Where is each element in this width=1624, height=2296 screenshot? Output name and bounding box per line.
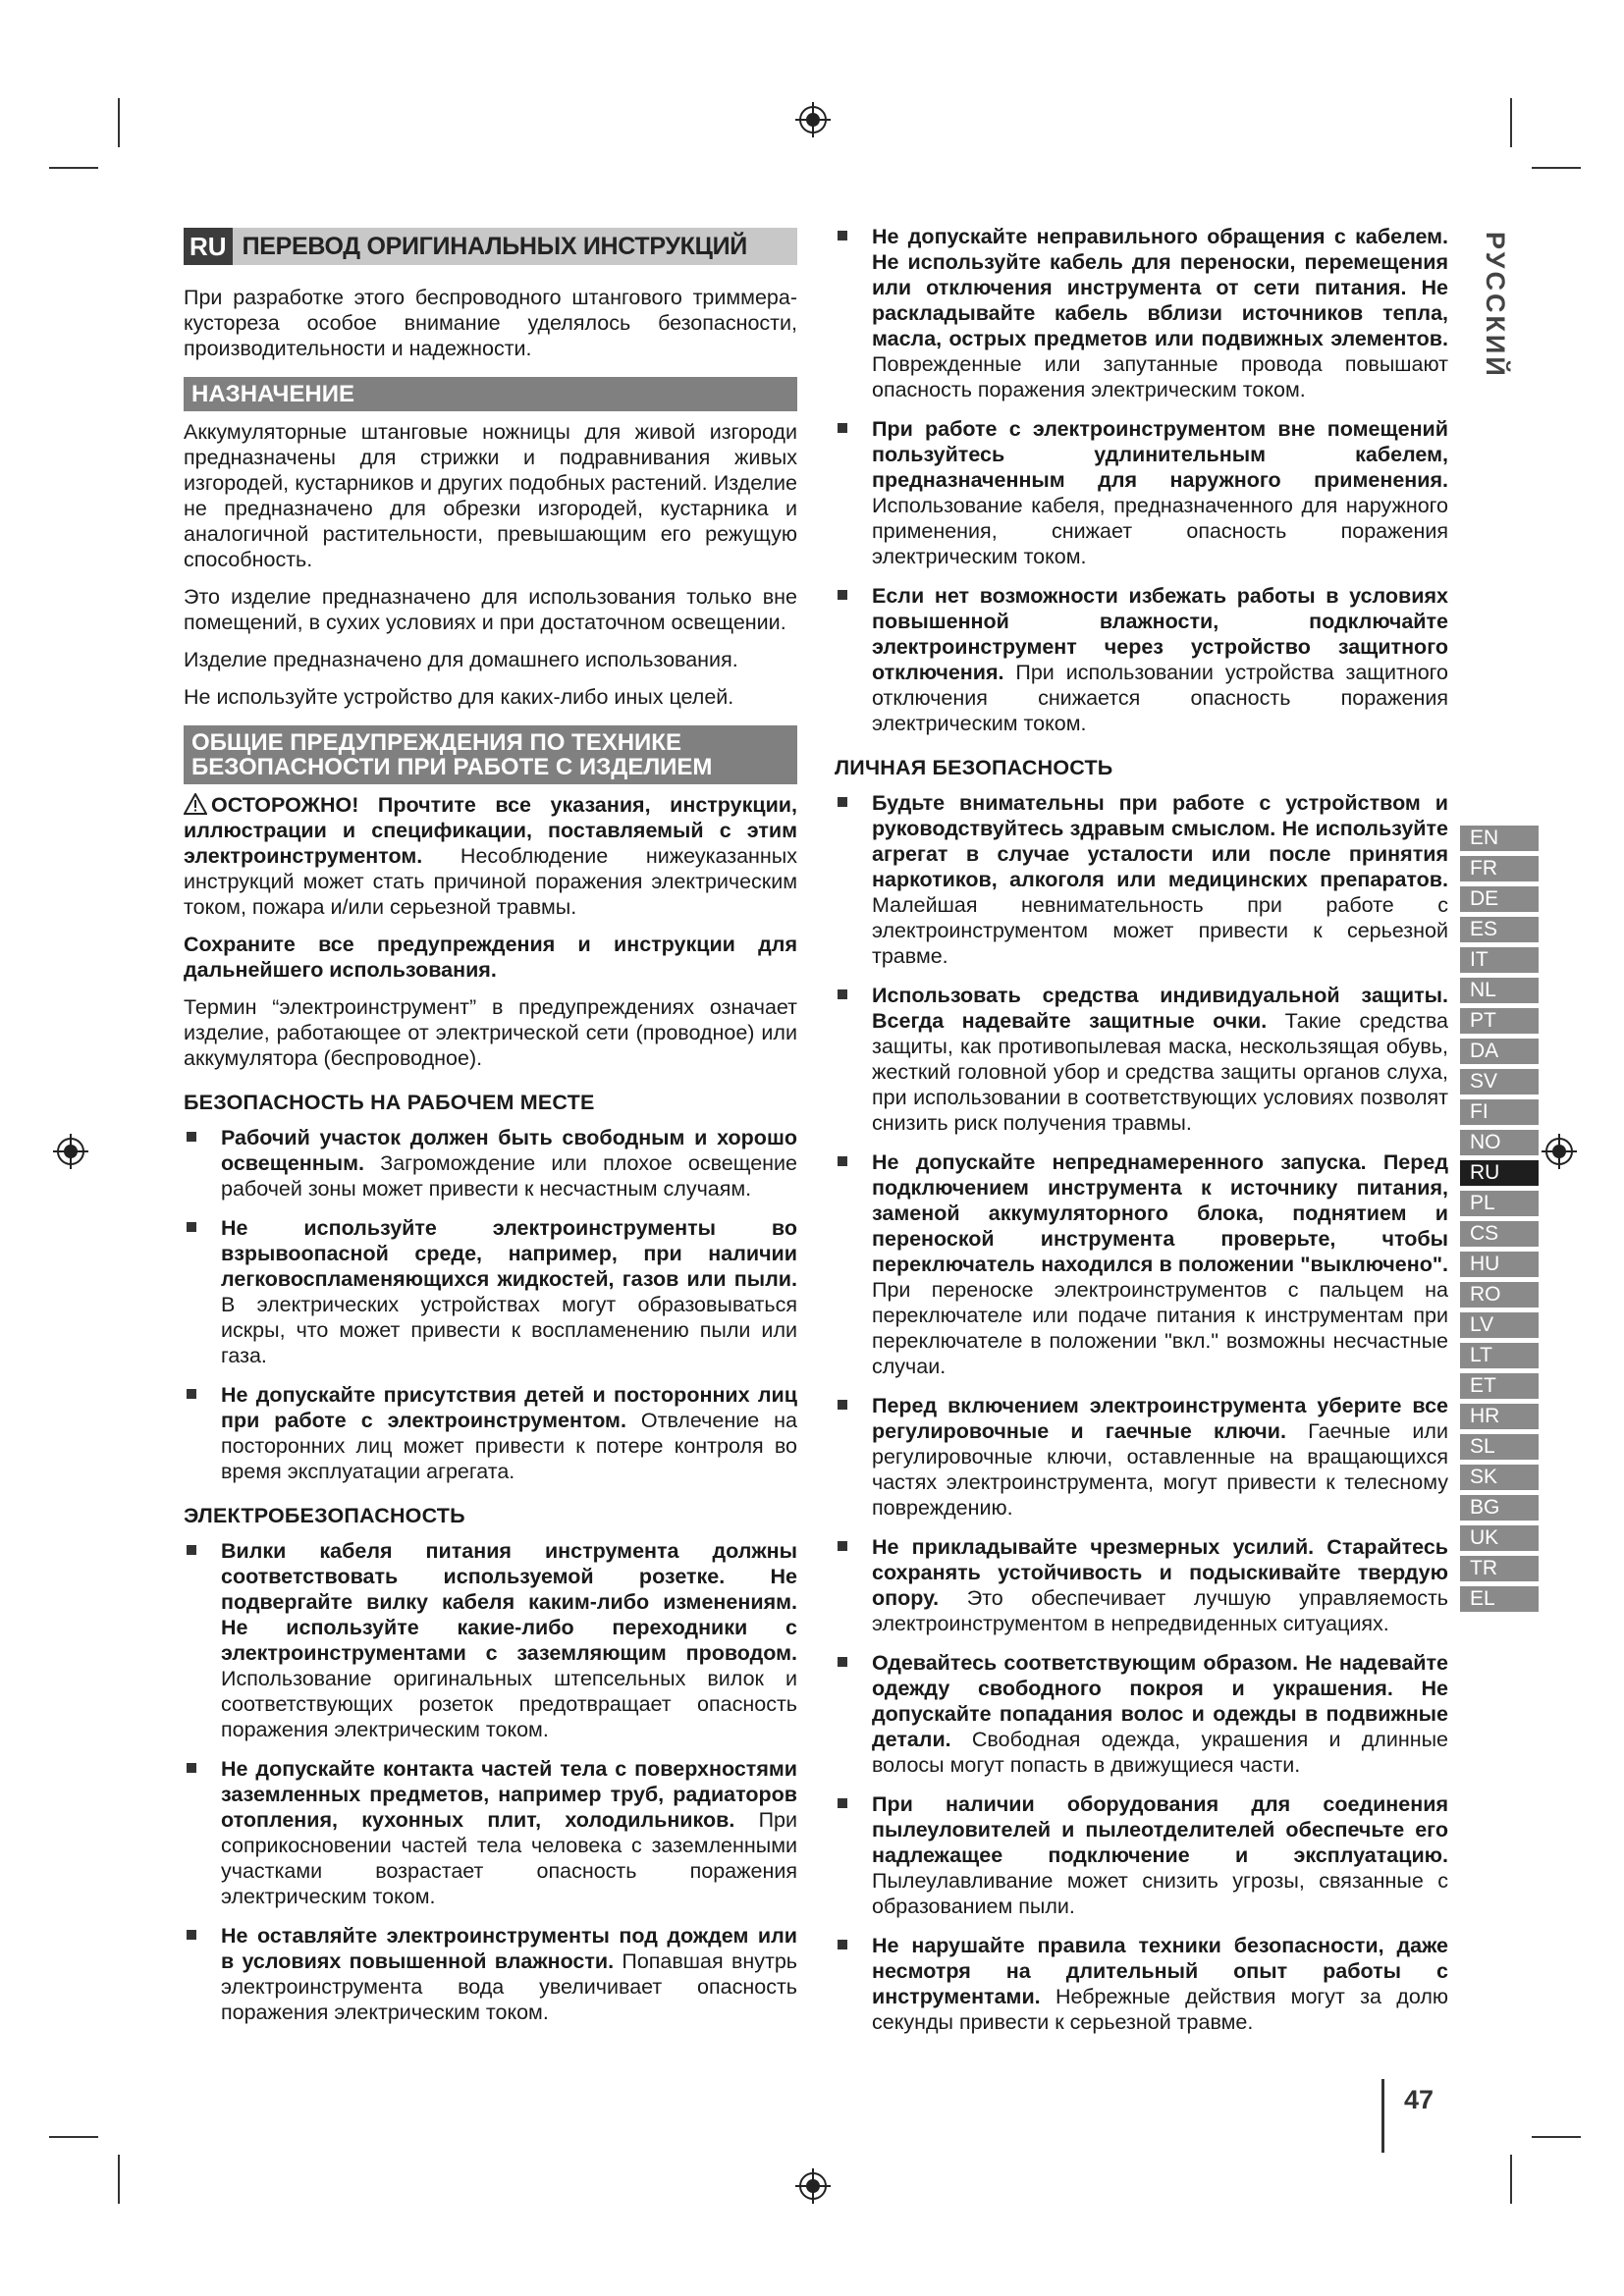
- bullet-icon: [838, 1156, 847, 1166]
- subheading-personal-safety: ЛИЧНАЯ БЕЗОПАСНОСТЬ: [835, 756, 1113, 779]
- save-instructions-text: Сохраните все предупреждения и инструкции для дальнейшего использования.: [184, 933, 797, 982]
- list-item: Перед включением электроинструмента уберите все регулировочные и гаечные ключи. Гаечные или регулировочные ключи, оставленные на вращающихся частях электроинструмента, могут привести к телесному повреждению.: [835, 1393, 1448, 1521]
- language-tab-lt[interactable]: LT: [1460, 1343, 1539, 1368]
- language-tab-sv[interactable]: SV: [1460, 1069, 1539, 1095]
- language-code: RU: [184, 228, 233, 265]
- language-tab-es[interactable]: ES: [1460, 917, 1539, 942]
- section-heading-purpose: НАЗНАЧЕНИЕ: [184, 377, 797, 411]
- language-tab-fr[interactable]: FR: [1460, 856, 1539, 881]
- bullet-icon: [838, 1940, 847, 1949]
- language-tab-hu[interactable]: HU: [1460, 1252, 1539, 1277]
- language-tab-el[interactable]: EL: [1460, 1586, 1539, 1612]
- language-tab-ro[interactable]: RO: [1460, 1282, 1539, 1308]
- list-item: Не допускайте контакта частей тела с поверхностями заземленных предметов, например труб, радиаторов отопления, кухонных плит, холодильников. При соприкосновении частей тела человека с заземленными участками возрастает опасность поражения электрическим током.: [184, 1756, 797, 1909]
- heading-line: БЕЗОПАСНОСТИ ПРИ РАБОТЕ С ИЗДЕЛИЕМ: [191, 754, 713, 780]
- language-tab-ru[interactable]: RU: [1460, 1160, 1539, 1186]
- list-item: Не используйте электроинструменты во взрывоопасной среде, например, при наличии легковоспламеняющихся жидкостей, газов или пыли. В электрических устройствах могут образовываться искры, что может привести к воспламенению пыли или газа.: [184, 1215, 797, 1368]
- language-tab-sk[interactable]: SK: [1460, 1465, 1539, 1490]
- list-item: Вилки кабеля питания инструмента должны соответствовать используемой розетке. Не подвергайте вилку кабеля каким-либо изменениям. Не используйте какие-либо переходники с электроинструментами с заземляющим проводом. Использование оригинальных штепсельных вилок и соответствующих розеток предотвращает опасность поражения электрическим током.: [184, 1538, 797, 1742]
- section-heading-general-warnings: [184, 725, 797, 784]
- heading-line: ОБЩИЕ ПРЕДУПРЕЖДЕНИЯ ПО ТЕХНИКЕ: [191, 729, 681, 756]
- language-tabs: [1460, 826, 1539, 1617]
- language-tab-da[interactable]: DA: [1460, 1039, 1539, 1064]
- bullet-icon: [187, 1545, 196, 1555]
- list-item: При наличии оборудования для соединения пылеуловителей и пылеотделителей обеспечьте его надлежащее подключение и эксплуатацию. Пылеулавливание может снизить угрозы, связанные с образованием пыли.: [835, 1791, 1448, 1919]
- registration-mark-icon: [51, 1132, 90, 1171]
- purpose-paragraph: Это изделие предназначено для использования только вне помещений, в сухих условиях и при достаточном освещении.: [184, 585, 797, 634]
- language-tab-nl[interactable]: NL: [1460, 978, 1539, 1003]
- bullet-icon: [838, 590, 847, 600]
- crop-mark: [49, 167, 98, 169]
- language-tab-it[interactable]: IT: [1460, 947, 1539, 973]
- bullet-icon: [838, 423, 847, 433]
- list-item: Не нарушайте правила техники безопасности, даже несмотря на длительный опыт работы с инструментами. Небрежные действия могут за долю секунды привести к серьезной травме.: [835, 1933, 1448, 2035]
- intro-paragraph: При разработке этого беспроводного штангового триммера-кустореза особое внимание уделялось безопасности, производительности и надежности.: [184, 286, 797, 360]
- registration-mark-icon: [793, 2166, 833, 2206]
- bullet-icon: [838, 1798, 847, 1808]
- language-tab-pt[interactable]: PT: [1460, 1008, 1539, 1034]
- bullet-icon: [187, 1930, 196, 1940]
- page-number: 47: [1404, 2085, 1435, 2114]
- bullet-icon: [838, 231, 847, 240]
- list-item: Будьте внимательны при работе с устройством и руководствуйтесь здравым смыслом. Не используйте агрегат в случае усталости или после принятия наркотиков, алкоголя или медицинских препаратов. Малейшая невнимательность при работе с электроинструментом может привести к серьезной травме.: [835, 790, 1448, 969]
- list-item: Если нет возможности избежать работы в условиях повышенной влажности, подключайте электроинструмент через устройство защитного отключения. При использовании устройства защитного отключения снижается опасность поражения электрическим током.: [835, 583, 1448, 736]
- purpose-paragraph: Аккумуляторные штанговые ножницы для живой изгороди предназначены для стрижки и подравнивания живых изгородей, кустарников и других подобных растений. Изделие не предназначено для обрезки изгородей, кустарника и аналогичной растительности, превышающим его режущую способность.: [184, 420, 797, 571]
- list-item: Использовать средства индивидуальной защиты. Всегда надевайте защитные очки. Такие средства защиты, как противопылевая маска, нескользящая обувь, жесткий головной убор и средства защиты органов слуха, при использовании в соответствующих условиях позволят снизить риск получения травмы.: [835, 983, 1448, 1136]
- language-tab-hr[interactable]: HR: [1460, 1404, 1539, 1429]
- list-item: Рабочий участок должен быть свободным и хорошо освещенным. Загромождение или плохое освещение рабочей зоны может привести к несчастным случаям.: [184, 1125, 797, 1201]
- warning-paragraph: [184, 792, 797, 920]
- bullet-icon: [187, 1389, 196, 1399]
- bullet-icon: [838, 989, 847, 999]
- document-title: ПЕРЕВОД ОРИГИНАЛЬНЫХ ИНСТРУКЦИЙ: [242, 232, 747, 260]
- language-tab-fi[interactable]: FI: [1460, 1099, 1539, 1125]
- page-number-divider: [1381, 2079, 1384, 2153]
- purpose-paragraph: Не используйте устройство для каких-либо иных целей.: [184, 685, 734, 709]
- crop-mark: [118, 98, 120, 147]
- language-tab-tr[interactable]: TR: [1460, 1556, 1539, 1581]
- bullet-icon: [838, 1541, 847, 1551]
- bullet-icon: [838, 1657, 847, 1667]
- term-definition-text: Термин “электроинструмент” в предупреждениях означает изделие, работающее от электрической сети (проводное) или аккумулятора (беспроводное).: [184, 995, 797, 1070]
- purpose-paragraph: Изделие предназначено для домашнего использования.: [184, 648, 738, 671]
- language-tab-de[interactable]: DE: [1460, 886, 1539, 912]
- list-item: При работе с электроинструментом вне помещений пользуйтесь удлинительным кабелем, предназначенным для наружного применения. Использование кабеля, предназначенного для наружного применения, снижает опасность поражения электрическим током.: [835, 416, 1448, 569]
- registration-mark-icon: [793, 100, 833, 139]
- language-tab-en[interactable]: EN: [1460, 826, 1539, 851]
- crop-mark: [1532, 167, 1581, 169]
- warning-triangle-icon: [184, 793, 207, 815]
- language-tab-uk[interactable]: UK: [1460, 1525, 1539, 1551]
- language-tab-pl[interactable]: PL: [1460, 1191, 1539, 1216]
- warning-text: Несоблюдение нижеуказанных инструкций может стать причиной поражения электрическим током, пожара и/или серьезной травмы.: [184, 844, 797, 919]
- bullet-icon: [187, 1222, 196, 1232]
- crop-mark: [49, 2136, 98, 2138]
- language-tab-cs[interactable]: CS: [1460, 1221, 1539, 1247]
- list-item: Не допускайте присутствия детей и посторонних лиц при работе с электроинструментом. Отвлечение на посторонних лиц может привести к потере контроля во время эксплуатации агрегата.: [184, 1382, 797, 1484]
- language-tab-sl[interactable]: SL: [1460, 1434, 1539, 1460]
- crop-mark: [1510, 98, 1512, 147]
- subheading-electrical-safety: ЭЛЕКТРОБЕЗОПАСНОСТЬ: [184, 1504, 465, 1527]
- bullet-icon: [187, 1132, 196, 1142]
- language-tab-no[interactable]: NO: [1460, 1130, 1539, 1155]
- subheading-work-area: БЕЗОПАСНОСТЬ НА РАБОЧЕМ МЕСТЕ: [184, 1091, 595, 1114]
- bullet-icon: [187, 1763, 196, 1773]
- right-column: [835, 224, 1448, 2049]
- list-item: Не допускайте неправильного обращения с кабелем. Не используйте кабель для переноски, перемещения или отключения инструмента от сети питания. Не раскладывайте кабель вблизи источников тепла, масла, острых предметов или подвижных элементов. Поврежденные или запутанные провода повышают опасность поражения электрическим током.: [835, 224, 1448, 402]
- crop-mark: [118, 2155, 120, 2204]
- left-column: [184, 228, 797, 2039]
- document-title-bar: [184, 228, 797, 265]
- language-tab-lv[interactable]: LV: [1460, 1312, 1539, 1338]
- crop-mark: [1510, 2155, 1512, 2204]
- list-item: Не прикладывайте чрезмерных усилий. Старайтесь сохранять устойчивость и подыскивайте твердую опору. Это обеспечивает лучшую управляемость электроинструментом в непредвиденных ситуациях.: [835, 1534, 1448, 1636]
- language-tab-bg[interactable]: BG: [1460, 1495, 1539, 1521]
- bullet-icon: [838, 1400, 847, 1410]
- list-item: Одевайтесь соответствующим образом. Не надевайте одежду свободного покроя и украшения. Не допускайте попадания волос и одежды в подвижные детали. Свободная одежда, украшения и длинные волосы могут попасть в движущиеся части.: [835, 1650, 1448, 1778]
- side-language-label: РУССКИЙ: [1481, 232, 1510, 379]
- warning-bold-text: ОСТОРОЖНО! Прочтите все указания, инструкции, иллюстрации и спецификации, поставляемый с этим электроинструментом.: [184, 793, 797, 868]
- registration-mark-icon: [1540, 1132, 1579, 1171]
- crop-mark: [1532, 2136, 1581, 2138]
- language-tab-et[interactable]: ET: [1460, 1373, 1539, 1399]
- list-item: Не допускайте непреднамеренного запуска. Перед подключением инструмента к источнику питания, заменой аккумуляторного блока, поднятием и переноской инструмента проверьте, чтобы переключатель находился в положении "выключено". При переноске электроинструментов с пальцем на переключателе или подаче питания к инструментам при переключателе в положении "вкл." возможны несчастные случаи.: [835, 1149, 1448, 1379]
- list-item: Не оставляйте электроинструменты под дождем или в условиях повышенной влажности. Попавшая внутрь электроинструмента вода увеличивает опасность поражения электрическим током.: [184, 1923, 797, 2025]
- bullet-icon: [838, 797, 847, 807]
